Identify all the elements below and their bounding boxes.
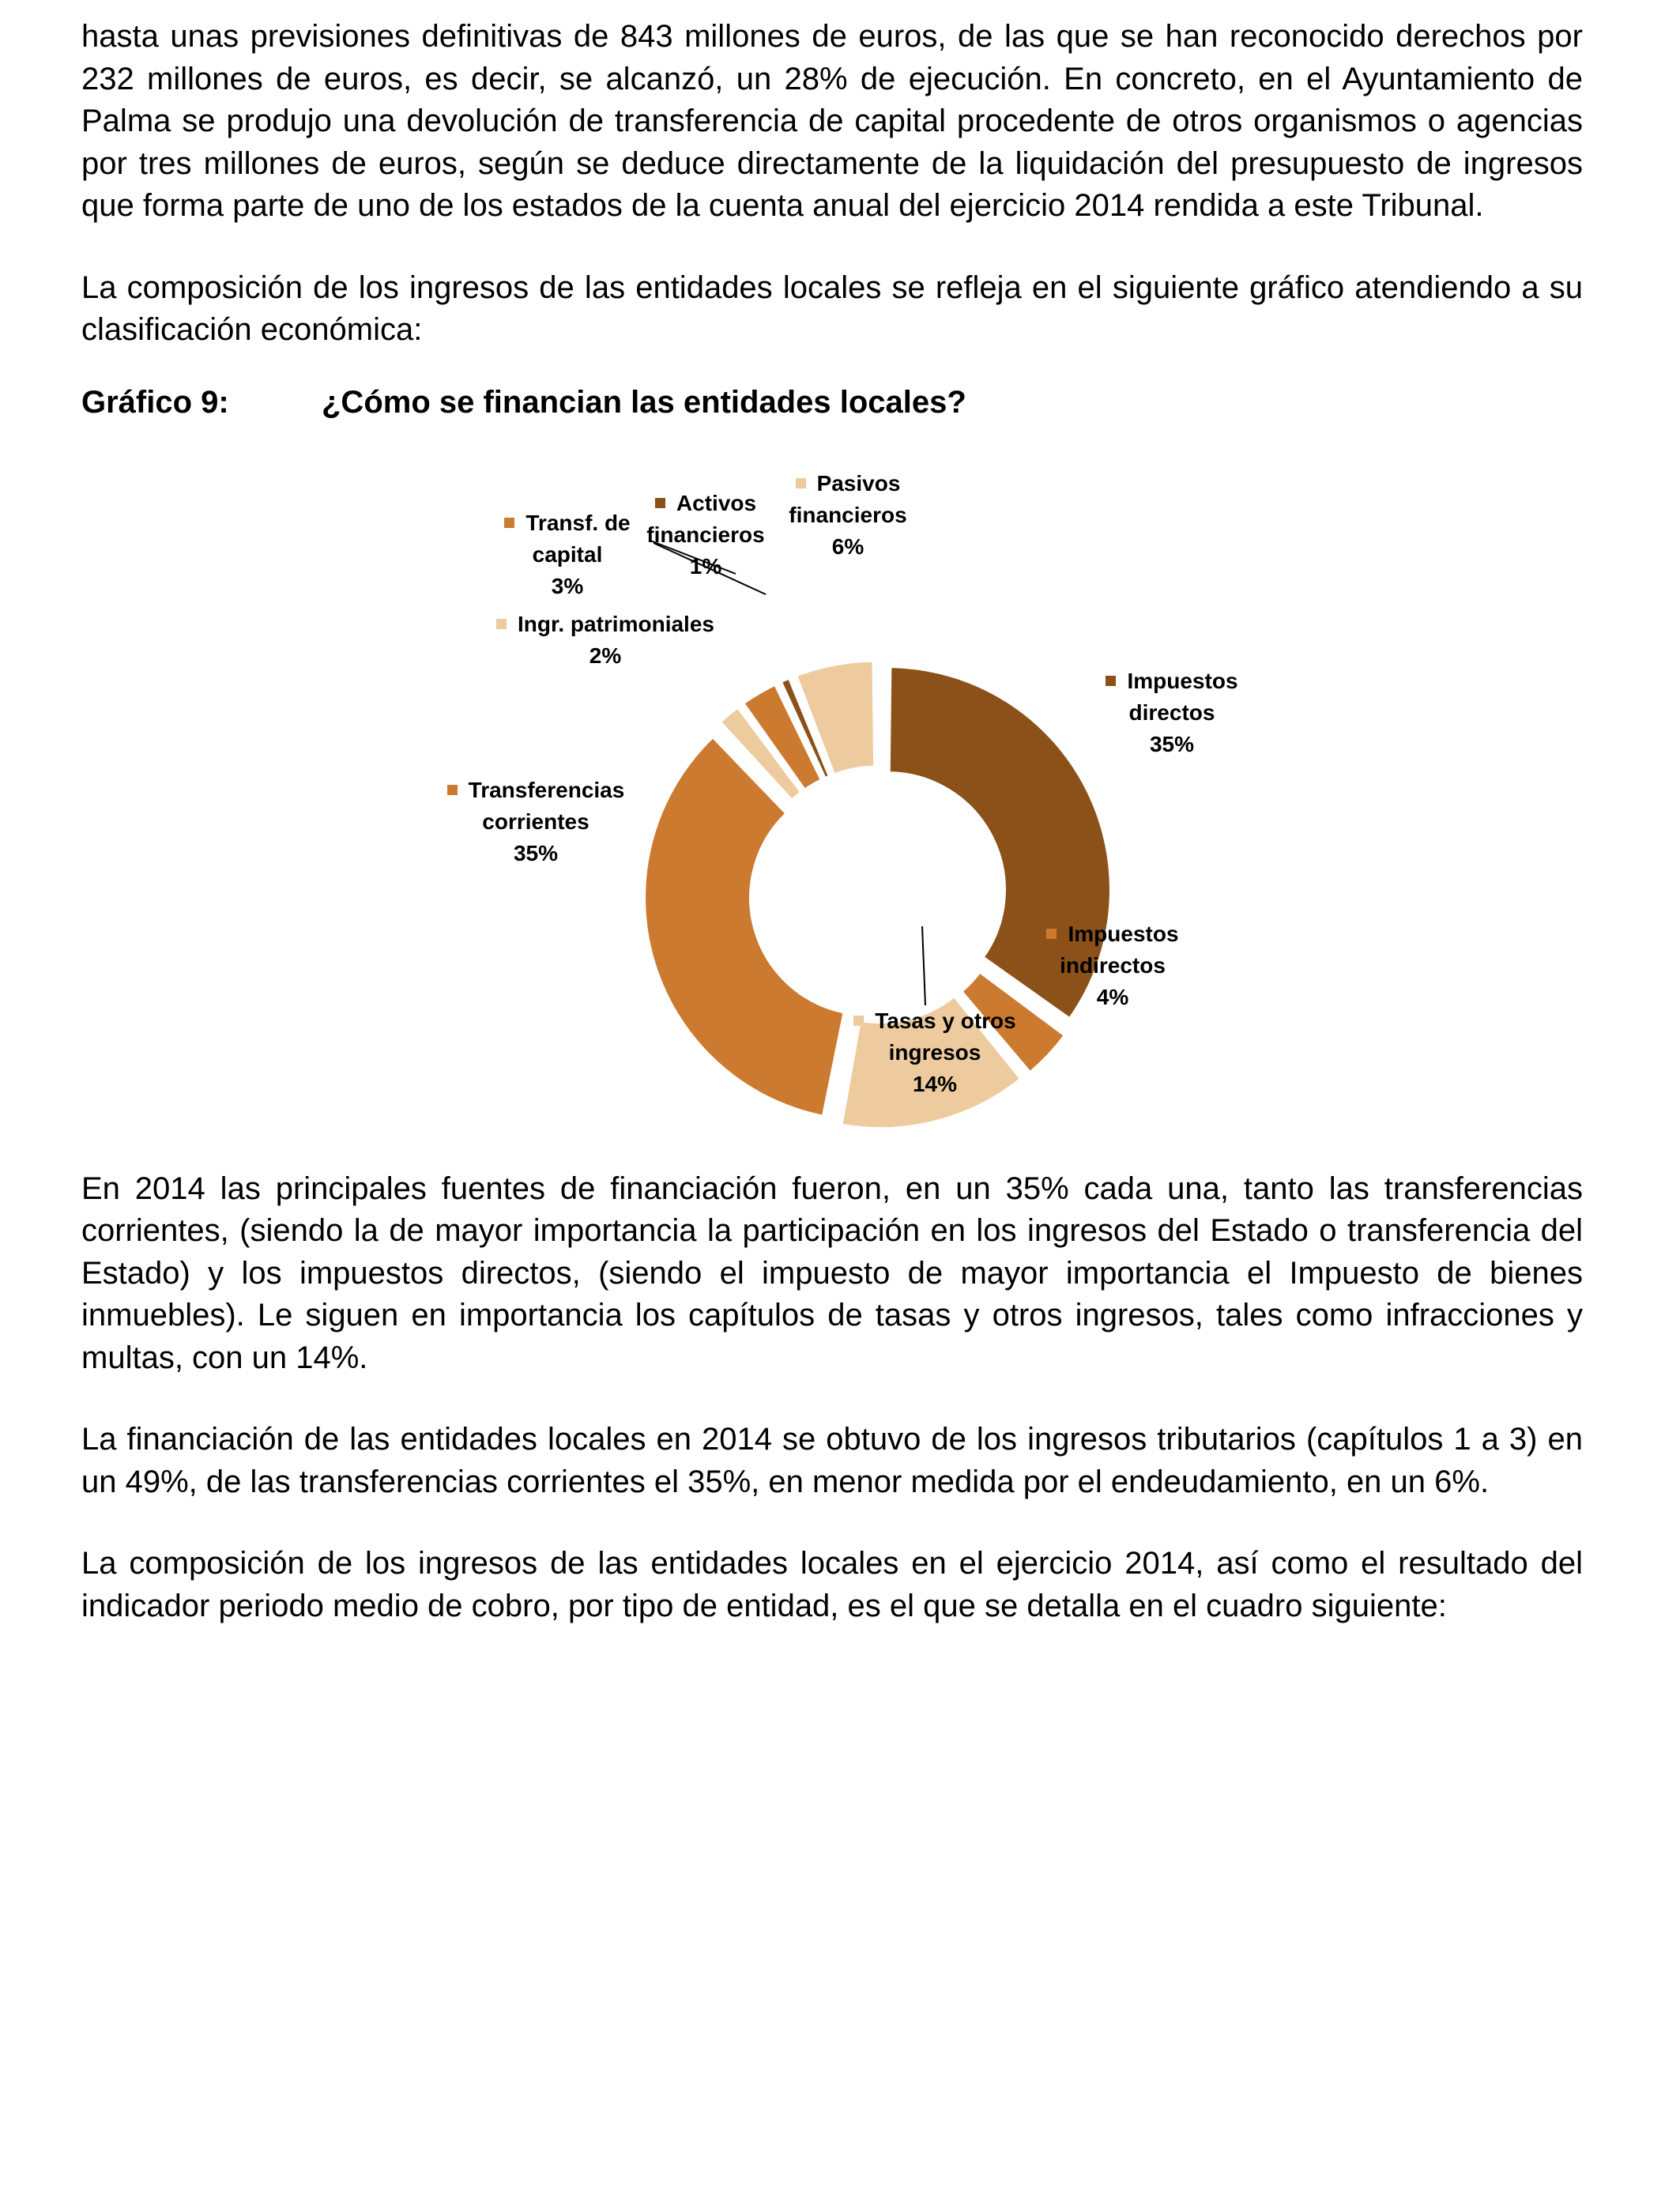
data-label-value: 35%	[1149, 731, 1195, 756]
data-label-text	[761, 499, 935, 531]
donut-chart	[81, 420, 1583, 1144]
data-label-name: capital	[532, 541, 603, 567]
data-label-value: 6%	[831, 533, 864, 559]
data-label-text	[1026, 950, 1200, 982]
legend-swatch	[655, 498, 665, 508]
legend-swatch	[447, 785, 458, 795]
data-label-value: 3%	[551, 573, 584, 598]
figure-number: Gráfico 9:	[81, 384, 229, 420]
paragraph-chart-intro: La composición de los ingresos de las entidades locales se refleja en el siguiente gráfico atendiendo a su clasificación económica:	[81, 270, 1583, 347]
legend-swatch	[496, 619, 507, 629]
data-label-text	[479, 609, 732, 640]
data-label-name: directos	[1128, 699, 1215, 725]
legend-swatch	[1046, 929, 1057, 939]
paragraph-intro: hasta unas previsiones definitivas de 843 millones de euros, de las que se han reconocido derechos por 232 millones de euros, es decir, se alcanzó, un 28% de ejecución. En concreto, en el Ayuntamiento de Palma se produjo una devolución de transferencia de capital procedente de otros organismos o agencias por tres millones de euros, según se deduce directamente de la liquidación del presupuesto de ingresos que forma parte de uno de los estados de la cuenta anual del ejercicio 2014 rendida a este Tribunal.	[81, 19, 1583, 223]
data-label-value: 1%	[689, 553, 722, 579]
data-label-name: indirectos	[1060, 952, 1166, 978]
data-label-pasivos-financieros	[761, 468, 935, 563]
data-label-text	[1026, 918, 1200, 950]
data-label-ingr-patrimoniales	[479, 609, 732, 672]
legend-swatch	[1106, 676, 1116, 686]
leader-line	[922, 926, 925, 1005]
data-label-value: 35%	[513, 840, 559, 865]
data-label-name: financieros	[646, 522, 765, 547]
data-label-name: financieros	[789, 502, 907, 527]
data-label-text	[1085, 697, 1259, 729]
legend-swatch	[504, 518, 514, 528]
data-label-text	[761, 468, 935, 499]
figure-caption	[81, 385, 1583, 420]
text-after-chart	[81, 1168, 1583, 1628]
data-label-impuestos-indirectos	[1026, 918, 1200, 1013]
data-label-name: Impuestos	[1127, 668, 1238, 693]
document-page	[81, 16, 1583, 1667]
data-label-value: 2%	[589, 643, 622, 668]
data-label-name: Tasas y otros	[875, 1008, 1016, 1033]
data-label-text	[433, 806, 638, 838]
legend-swatch	[796, 478, 806, 488]
data-label-transferencias-corrientes	[433, 775, 638, 869]
data-label-value: 14%	[912, 1071, 958, 1096]
slice-transferencias-corrientes	[645, 737, 845, 1116]
data-label-name: Pasivos	[816, 470, 901, 496]
data-label-name: ingresos	[888, 1039, 981, 1065]
data-label-name: Transferencias	[468, 777, 625, 802]
data-label-name: Activos	[676, 490, 757, 515]
data-label-text	[828, 1037, 1042, 1069]
data-label-text	[1085, 665, 1259, 697]
data-label-value: 4%	[1096, 984, 1129, 1009]
data-label-name: Transf. de	[525, 510, 631, 535]
data-label-name: corrientes	[482, 809, 590, 834]
data-label-tasas-y-otros-ingresos	[828, 1005, 1042, 1100]
paragraph-main-sources: En 2014 las principales fuentes de financiación fueron, en un 35% cada una, tanto las transferencias corrientes, (siendo la de mayor importancia la participación en los ingresos del Estado o transferencia del Estado) y los impuestos directos, (siendo el impuesto de mayor importancia el Impuesto de bienes inmuebles). Le siguen en importancia los capítulos de tasas y otros ingresos, tales como infracciones y multas, con un 14%.	[81, 1171, 1583, 1375]
legend-swatch	[853, 1016, 864, 1026]
data-label-name: Ingr. patrimoniales	[518, 611, 714, 636]
data-label-impuestos-directos	[1085, 665, 1259, 760]
paragraph-financing: La financiación de las entidades locales en 2014 se obtuvo de los ingresos tributarios (capítulos 1 a 3) en un 49%, de las transferencias corrientes el 35%, en menor medida por el endeudamiento, en un 6%.	[81, 1422, 1583, 1499]
data-label-text	[828, 1005, 1042, 1037]
figure-title: ¿Cómo se financian las entidades locales?	[322, 384, 966, 420]
data-label-text	[433, 775, 638, 806]
paragraph-composition: La composición de los ingresos de las entidades locales en el ejercicio 2014, así como el resultado del indicador periodo medio de cobro, por tipo de entidad, es el que se detalla en el cuadro siguiente:	[81, 1546, 1583, 1623]
data-label-name: Impuestos	[1068, 921, 1179, 946]
